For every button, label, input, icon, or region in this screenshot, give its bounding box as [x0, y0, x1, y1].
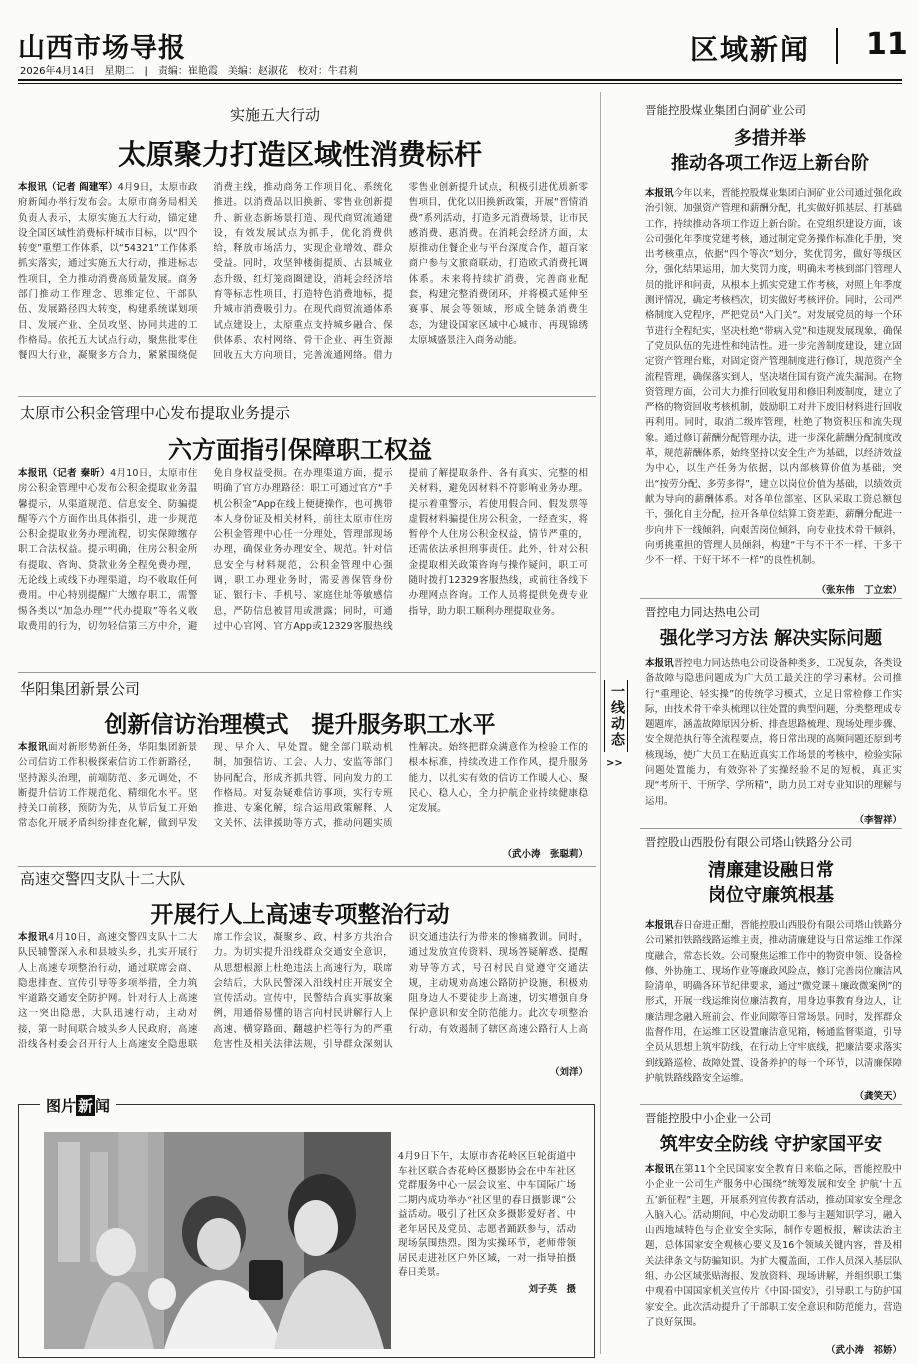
sidebar-2-body: 本报讯晋控电力同达热电公司设备种类多，工况复杂，各类设备故障与隐患问题成为广大员工最关注的学习素材。公司推行“重理论、轻实操”的传统学习模式，立足日常检修工作实际，由技术骨干牵头梳理以往处置的典型问题，分类整理成专题题库，涵盖故障原因分析、排查思路梳理、现场处理步骤、安全规范执行等全流程要点，将日常出现的高频问题还原到考核现场，使广大员工在贴近真实工作场景的考核中，检验实际问题处置能力，有效弥补了实操经验不足的短板，真正实现“考所干、干所学、学所精”，助力员工对专业知识的理解与运用。: [645, 658, 902, 806]
sidebar-vertical-label: 一线动态: [604, 680, 628, 752]
article-4-lead: 本报讯: [18, 932, 49, 943]
article-3-headline: 创新信访治理模式 提升服务职工水平: [104, 711, 496, 738]
article-4-headline: 开展行人上高速专项整治行动: [150, 901, 450, 928]
sidebar-divider: [640, 828, 902, 829]
page-number: 11: [866, 27, 908, 62]
article-4-body: 本报讯4月10日，高速交警四支队十二大队民辅警深入永和县坡头乡，扎实开展行人上高速专项整治行动，通过联席会商、隐患排查、宣传引导等多项举措，全力筑牢道路交通安全防护网。针对行人上高速这一突出隐患，大队迅速行动，主动对接，第一时间联合坡头乡人民政府，高速沿线各村委会召开行人上高速安全隐患联席工作会议，凝聚乡、政、村多方共治合力。为切实提升沿线群众交通安全意识，从思想根源上杜绝违法上高速行为，联席会结后，大队民警深入沿线村庄开展安全宣传活动。宣传中，民警结合真实事故案例，用通俗易懂的语言向村民讲解行人上高速、横穿路面、翻越护栏等行为的严重危害性及相关法律法规，引导群众深刻认识交通违法行为带来的惨痛教训。同时，通过发放宣传资料、现场答疑解惑、提醒劝导等方式，号召村民自觉遵守交通法规，主动规劝高速公路防护设施，积极劝阻身边人不要徒步上高速，切实增强自身保护意识和安全防范能力。此次专项整治行动，有效遏制了辖区高速公路行人上高: [18, 932, 588, 1051]
header-separator: [836, 28, 838, 64]
sidebar-divider: [640, 598, 902, 599]
photo-caption: 4月9日下午，太原市杏花岭区巨轮街道中车社区联合杏花岭区摄影协会在中车社区党群服务中心一层会议室、中车国际广场二期内成功举办“社区里的春日摄影课”公益活动。吸引了社区众多摄影爱好者、中老年居民及党员、志愿者踊跃参与，活动现场氛围热烈。图为实操环节，老师带领居民走进社区户外区域，一对一指导拍摄春日美景。 刘子英 摄: [398, 1150, 576, 1297]
sidebar-1-body: 本报讯今年以来，晋能控股煤业集团白洞矿业公司通过强化政治引领、加强资产管理和薪酬分配，扎实做好抓基层、打基础工作，持续推动各项工作迈上新台阶。在党组织建设方面，该公司强化年季度党建考核，通过制定党务操作标准化手册，突出考核重点，依据“四个等次”划分，奖优罚劣，做好等级区分，强化结果运用，加大奖罚力度，明确未考核到部门管理人员的批评和问责，从根本上抓实党建工作考核，对照上年季度测评情况，确定考核档次，切实做好考核评价。同时，公司严格制度入党程序，严把党员“入门关”。对发展党员的每一个环节进行全程纪实，坚决杜绝“带病入党”和违规发展现象，确保了党员队伍的先进性和纯洁性。进一步完善制度建设，建立固定资产管理台账，对固定资产管理制度进行修订，规范资产全流程管理，确保落实到人，坚决堵住国有资产流失漏洞。在物资管理方面，公司大力推行回收复用和修旧利废制度，建立了严格的物资回收考核机制，鼓励职工对井下废旧材料进行回收再利用。同时，取消二级库管理，杜绝了物资积压和流失现象。通过修订薪酬分配管理办法，进一步深化薪酬分配制度改革，规范薪酬体系，始终坚持以安全生产为基础，以经济效益为中心，以生产任务为依据，以内部核算价值为基础，突出“按劳分配、多劳多得”，建立以岗位价值为基础，以绩效贡献为导向的薪酬体系。对各单位部室、区队采取工资总额包干，强化自主分配，拉开各单位结算工资差距，薪酬分配进一步向井下一线倾斜，向艰苦岗位倾斜，向专业技术骨干倾斜，向勇挑重担的管理人员倾斜，构建“干与不干不一样、干多干少不一样、干好干坏不一样”的良性机制。: [645, 188, 902, 567]
dateline: 2026年4月14日 星期二 | 责编：崔艳霞 美编：赵淑花 校对：牛君莉: [20, 66, 358, 77]
photo-credit: 刘子英 摄: [528, 1283, 576, 1295]
sidebar-4-headline: 筑牢安全防线 守护家国平安: [659, 1134, 883, 1155]
article-2-body: 本报讯（记者 秦昕）4月10日，太原市住房公积金管理中心发布公积金提取业务温馨提示，从渠道规范、信息安全、防骗提醒等六个方面作出具体指引，进一步规范公积金提取业务办理流程，切实保障缴存职工合法权益。提示明确，住房公积金所有提取、咨询、贷款业务全程免费办理，无论线上或线下办理渠道，均不收取任何费用。中心特别提醒广大缴存职工，需警惕各类以“加急办理”“代办提取”等名义收取费用的行为，切勿轻信第三方中介，避免自身权益受损。在办理渠道方面，提示明确了官方办理路径：职工可通过官方“手机公积金”App在线上便捷操作，也可携带本人身份证及相关材料，前往太原市住房公积金管理中心任一分理处，管理部现场办理，确保业务办理安全、规范。针对信息安全与材料规范，公积金管理中心强调，职工办理业务时，需妥善保管身份证、银行卡、手机号、家庭住址等敏感信息，严防信息被冒用或泄露；同时，可通过中心官网、官方App或12329客服热线提前了解提取条件、各有真实、完整的相关材料，避免因材料不符影响业务办理。提示着重警示，若使用假合同、假发票等虚假材料骗提住房公积金，一经查实，将暂停个人住房公积金权益，情节严重的，还需依法承担刑事责任。此外，针对公积金提取相关政策咨询与操作疑问，职工可随时拨打12329客服热线，或前往各线下办理网点咨询。工作人员将提供免费专业指导，助力职工顺利办理提取业务。: [18, 468, 588, 632]
article-1-lead: 本报讯（记者 阎建军）: [18, 182, 118, 193]
article-3-credit: （武小涛 张聪莉）: [502, 849, 588, 860]
sidebar-2-kicker: 晋控电力同达热电公司: [645, 605, 760, 619]
column-divider: [600, 92, 601, 1354]
header-rule: [18, 79, 902, 81]
sidebar-divider: [640, 1104, 902, 1105]
sidebar-4-body: 本报讯在第11个全民国家安全教育日来临之际，晋能控股中小企业一公司生产服务中心围绕“统筹发展和安全 护航‘十五五’新征程”主题，开展系列宣传教育活动，推动国家安全理念入脑入心。活动期间，中心发动职工参与主题知识学习，融入山西地域特色与企业安全实际，制作专题板报，解读法治主题，总体国家安全观核心要义及16个领域关键内容，普及相关法律条文与防骗知识。为扩大覆盖面，工作人员深入基层队组、办公区域张贴海报、发放资料、现场讲解，并组织职工集中观看中国国家机关宣传片《中国·国安》，引导职工与防护国家安全。此次活动提升了干部职工安全意识和防范能力，营造了良好氛围。: [645, 1164, 902, 1328]
sidebar-3-kicker: 晋控股山西股份有限公司塔山铁路分公司: [645, 835, 852, 849]
article-divider: [18, 866, 596, 867]
article-1-kicker: 实施五大行动: [230, 106, 321, 124]
header-rule-thin: [18, 83, 902, 84]
sidebar-4-credit: （武小涛 祁娇）: [825, 1345, 902, 1356]
article-2-headline: 六方面指引保障职工权益: [168, 435, 432, 464]
article-1-body: 本报讯（记者 阎建军）4月9日，太原市政府新闻办举行发布会。太原市商务局相关负责人表示，太原实施五大行动，锚定建设全国区域性消费标杆城市目标，以“四个转变”重塑工作体系，以“54321”工作体系抓实落实，通过实施五大行动，推进标志性项目，全力推动消费高质量发展。商务部门推动工作理念、思维定位、干部队伍、发展路径四大转变，构建系统谋划项目、发展产业、全员攻坚、协同共进的工作格局。依托五大试点行动，聚焦批零住餐四大行业，凝聚多方合力，紧紧围绕促消费主线，推动商务工作项目化、系统化推进。以消费品以旧换新、零售业创新提升、新业态新场景打造、现代商贸流通建设，有效发展试点为抓手，优化消费供给，释放市场活力，实现企业增效、群众受益。同时，攻坚钟楼街提质、古县城业态升级、红灯笼商圈建设，消耗会经济培育等标志性项目，打造特色消费地标，提升城市消费吸引力。在现代商贸流通体系试点建设上，太原重点支持城乡融合、保供体系、农村网络、骨干企业、再生资源回收五大方向项目，完善流通网络。借力零售业创新提升试点，积极引进优质新零售项目，优化以旧换新政策，开展“晋情消费”系列活动，打造多元消费场景，让市民感消费、惠消费。在消耗会经济方面，太原推动住餐企业与平台深度合作，超百家商户参与文旅商联动，打造欧式消费托调体系。未来将持续扩消费，完善商业配套，构建完整消费闭环，并将模式延伸至赛事、展会等领域，形成全链条消费生态，为建设国家区域中心城市、再现锦绣太原城盛景注入商务动能。: [18, 182, 588, 362]
article-divider: [18, 396, 596, 397]
article-2-lead: 本报讯（记者 秦昕）: [18, 468, 111, 479]
sidebar-4-kicker: 晋能控股中小企业一公司: [645, 1111, 772, 1125]
section-name: 区域新闻: [690, 33, 811, 66]
sidebar-1-headline: 多措并举 推动各项工作迈上新台阶: [671, 128, 869, 174]
masthead-title: 山西市场导报: [18, 33, 186, 64]
news-photo: [44, 1132, 391, 1349]
article-3-body: 本报讯面对新形势新任务，华阳集团新景公司信访工作积极探索信访工作新路径，坚持源头治理，前端防范、多元调处，不断提升信访工作规范化、精细化水平。坚持关口前移，预防为先，从节后复工开始常态化开展矛盾纠纷排查化解，做到早发现、早介入、早处置。健全部门联动机制，加强信访、工会、人力、安监等部门协同配合，形成齐抓共管、同向发力的工作格局。对复杂疑难信访事项，实行专班推进、专案化解，综合运用政策解释、人文关怀、法律援助等方式，推动问题实质性解决。始终把群众满意作为检验工作的根本标准，持续改进工作作风，提升服务能力，以扎实有效的信访工作暖人心、聚民心、稳人心，全力护航企业持续健康稳定发展。: [18, 742, 588, 830]
article-4-credit: （刘洋）: [549, 1067, 588, 1078]
article-1-headline: 太原聚力打造区域性消费标杆: [117, 138, 482, 171]
article-2-kicker: 太原市公积金管理中心发布提取业务提示: [20, 404, 291, 422]
article-3-lead: 本报讯: [18, 742, 48, 753]
sidebar-3-credit: （龚笑天）: [854, 1091, 902, 1102]
sidebar-arrow: >>: [606, 758, 623, 769]
news-photo-illustration: [44, 1132, 391, 1349]
photo-news-label: 图片 新 闻: [40, 1095, 116, 1116]
sidebar-3-headline: 清廉建设融日常 岗位守廉筑根基: [708, 860, 834, 906]
article-4-kicker: 高速交警四支队十二大队: [20, 870, 186, 888]
article-3-kicker: 华阳集团新景公司: [20, 680, 141, 698]
sidebar-2-headline: 强化学习方法 解决实际问题: [659, 628, 883, 649]
sidebar-1-credit: （张东伟 丁立宏）: [816, 585, 902, 596]
sidebar-1-kicker: 晋能控股煤业集团白洞矿业公司: [645, 103, 806, 117]
sidebar-3-body: 本报讯春日奋进正酣，晋能控股山西股份有限公司塔山铁路分公司紧扣铁路线路运维主责，推动清廉建设与日常运维工作深度融合，常态长效。公司聚焦运维工作中的物资申领、设备检修、外协施工、现场作业等廉政风险点，修订完善岗位廉洁风险清单，明确各环节纪律要求，通过“微党课＋廉政微案例”的形式，开展一线运维岗位廉洁教育，用身边事教育身边人，让廉洁理念融入班前会、作业间隙等日常场景。同时，发挥群众监督作用，在运维工区设置廉洁意见箱，畅通监督渠道，引导全员从思想上筑牢防线，在行动上守牢底线，把廉洁要求落实到线路巡检、故障处置、设备养护的每一个环节，以清廉保障护航铁路线路安全运维。: [645, 920, 902, 1084]
sidebar-2-credit: （李智祥）: [854, 815, 902, 826]
article-divider: [18, 672, 596, 673]
